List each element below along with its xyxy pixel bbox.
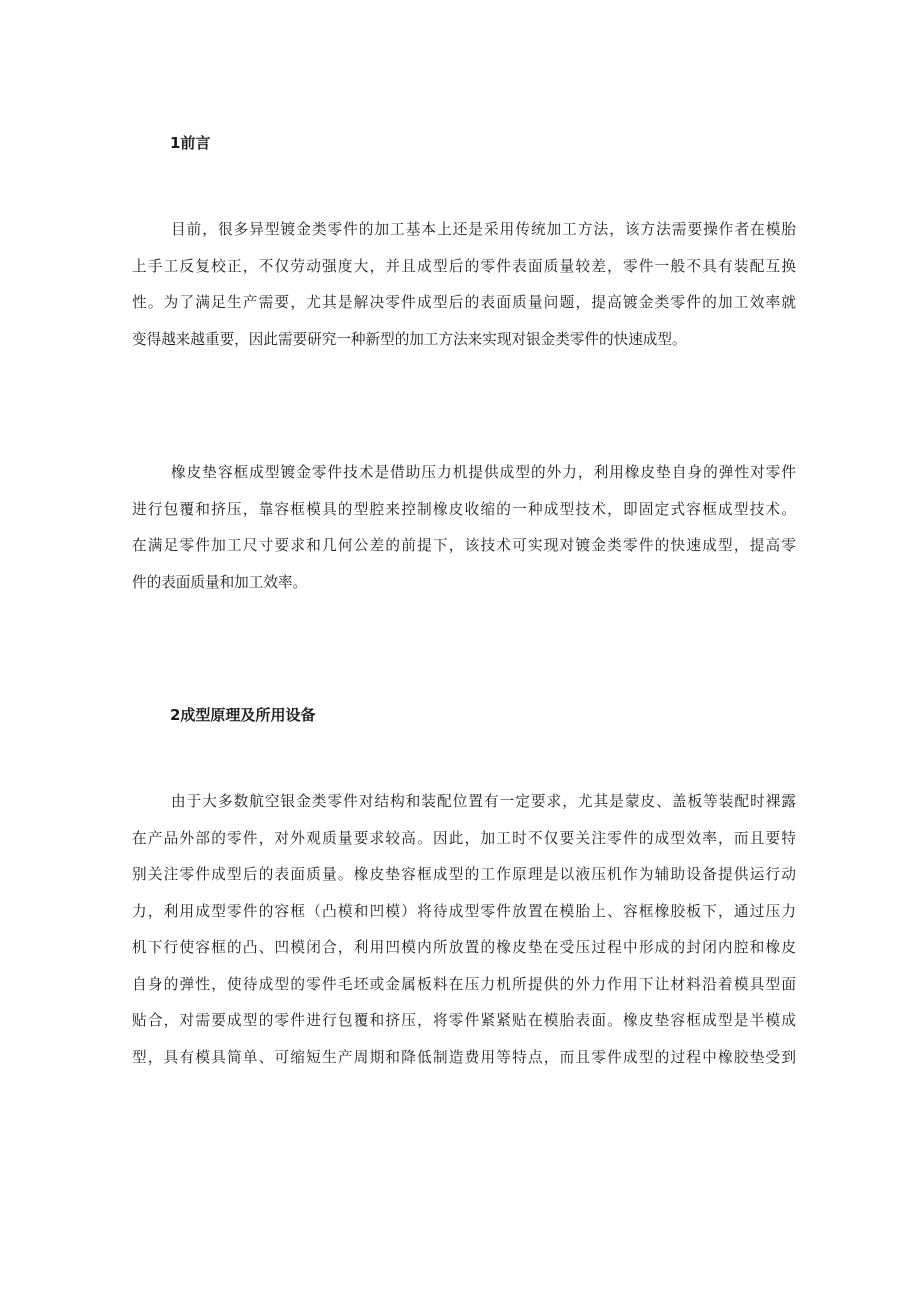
section-1-paragraph-2 bbox=[132, 455, 796, 601]
paragraph-line: 别关注零件成型后的表面质量。橡皮垫容框成型的工作原理是以液压机作为辅助设备提供运行动 bbox=[132, 866, 796, 883]
paragraph-line: 机下行使容框的凸、凹模闭合，利用凹模内所放置的橡皮垫在受压过程中形成的封闭内腔和橡皮 bbox=[132, 939, 796, 956]
section-2-heading: 2成型原理及所用设备 bbox=[170, 706, 316, 724]
paragraph-line: 在产品外部的零件，对外观质量要求较高。因此，加工时不仅要关注零件的成型效率，而且要特 bbox=[132, 829, 796, 847]
paragraph-line: 型，具有模具简单、可缩短生产周期和降低制造费用等特点，而且零件成型的过程中橡胶垫受到 bbox=[132, 1048, 796, 1066]
paragraph-line: 力，利用成型零件的容框（凸模和凹模）将待成型零件放置在模胎上、容框橡胶板下，通过压力 bbox=[132, 902, 796, 920]
paragraph-line: 橡皮垫容框成型镀金零件技术是借助压力机提供成型的外力，利用橡皮垫自身的弹性对零件 bbox=[171, 464, 796, 481]
paragraph-line: 由于大多数航空银金类零件对结构和装配位置有一定要求，尤其是蒙皮、盖板等装配时裸露 bbox=[171, 793, 796, 810]
section-1-heading: 1前言 bbox=[170, 134, 211, 152]
paragraph-line: 在满足零件加工尺寸要求和几何公差的前提下，该技术可实现对镀金类零件的快速成型，提高零 bbox=[132, 537, 796, 554]
paragraph-line: 目前，很多异型镀金类零件的加工基本上还是采用传统加工方法，该方法需要操作者在模胎 bbox=[171, 221, 796, 238]
paragraph-line: 变得越来越重要，因此需要研究一种新型的加工方法来实现对银金类零件的快速成型。 bbox=[132, 330, 687, 348]
paragraph-line: 上手工反复校正，不仅劳动强度大，并且成型后的零件表面质量较差，零件一般不具有装配互换 bbox=[132, 257, 796, 275]
section-1-paragraph-1 bbox=[132, 212, 796, 358]
paragraph-line: 件的表面质量和加工效率。 bbox=[132, 573, 308, 591]
paragraph-line: 进行包覆和挤压，靠容框模具的型腔来控制橡皮收缩的一种成型技术，即固定式容框成型技术。 bbox=[132, 500, 796, 518]
paragraph-line: 贴合，对需要成型的零件进行包覆和挤压，将零件紧紧贴在模胎表面。橡皮垫容框成型是半模成 bbox=[132, 1012, 796, 1029]
paragraph-line: 自身的弹性，使待成型的零件毛坯或金属板料在压力机所提供的外力作用下让材料沿着模具型面 bbox=[132, 975, 796, 993]
paragraph-line: 性。为了满足生产需要，尤其是解决零件成型后的表面质量问题，提高镀金类零件的加工效率就 bbox=[132, 294, 796, 311]
section-2-paragraph-1 bbox=[132, 784, 796, 1076]
